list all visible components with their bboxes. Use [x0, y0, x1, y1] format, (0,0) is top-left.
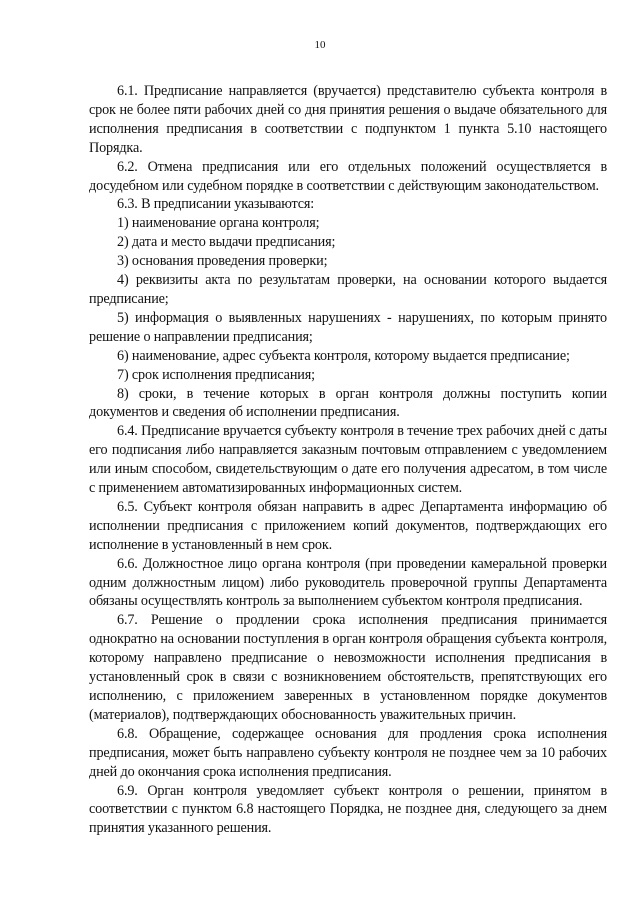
list-item-4: 4) реквизиты акта по результатам проверки, на основании которого выдается предписание; — [89, 272, 607, 307]
document-body — [89, 82, 607, 838]
paragraph-6-1: 6.1. Предписание направляется (вручается) представителю субъекта контроля в срок не более пяти рабочих дней со дня принятия решения о выдаче обязательного для исполнения предписания в соответствии с подпунктом 1 пункта 5.10 настоящего Порядка. — [89, 83, 607, 156]
list-item-5: 5) информация о выявленных нарушениях - нарушениях, по которым принято решение о направлении предписания; — [89, 309, 607, 345]
paragraph-6-3: 6.3. В предписании указываются: — [117, 196, 315, 213]
paragraph-6-2: 6.2. Отмена предписания или его отдельных положений осуществляется в досудебном или судебном порядке в соответствии с действующим законодательством. — [89, 158, 607, 194]
list-item-3: 3) основания проведения проверки; — [117, 253, 328, 270]
paragraph-6-8: 6.8. Обращение, содержащее основания для продления срока исполнения предписания, может быть направлено субъекту контроля не позднее чем за 10 рабочих дней до окончания срока исполнения предписания. — [89, 725, 607, 780]
paragraph-6-9: 6.9. Орган контроля уведомляет субъект контроля о решении, принятом в соответствии с пунктом 6.8 настоящего Порядка, не позднее дня, следующего за днем принятия указанного решения. — [89, 782, 607, 837]
list-item-2: 2) дата и место выдачи предписания; — [117, 234, 336, 251]
paragraph-6-4: 6.4. Предписание вручается субъекту контроля в течение трех рабочих дней с даты его подписания либо направляется заказным почтовым отправлением с уведомлением или иным способом, свидетельствующим о дате его получения адресатом, в том числе с применением автоматизированных информационных систем. — [89, 423, 607, 497]
page-number: 10 — [314, 39, 326, 51]
paragraph-6-5: 6.5. Субъект контроля обязан направить в адрес Департамента информацию об исполнении предписания с приложением копий документов, подтверждающих его исполнение в установленный в нем срок. — [89, 498, 607, 553]
paragraph-6-7: 6.7. Решение о продлении срока исполнения предписания принимается однократно на основании поступления в орган контроля обращения субъекта контроля, которому направлено предписание о невозможности исполнения предписания в установленный срок в связи с возникновением обстоятельств, препятствующих его исполнению, с приложением заверенных в установленном порядке документов (материалов), подтверждающих обоснованность уважительных причин. — [89, 612, 607, 723]
list-item-8: 8) сроки, в течение которых в орган контроля должны поступить копии документов и сведения об исполнении предписания. — [89, 385, 607, 421]
list-item-7: 7) срок исполнения предписания; — [117, 366, 315, 383]
list-item-1: 1) наименование органа контроля; — [117, 215, 320, 232]
list-item-6: 6) наименование, адрес субъекта контроля, которому выдается предписание; — [117, 347, 570, 364]
paragraph-6-6: 6.6. Должностное лицо органа контроля (при проведении камеральной проверки одним должностным лицом) либо руководитель проверочной группы Департамента обязаны осуществлять контроль за выполнением субъектом контроля предписания. — [89, 555, 607, 610]
